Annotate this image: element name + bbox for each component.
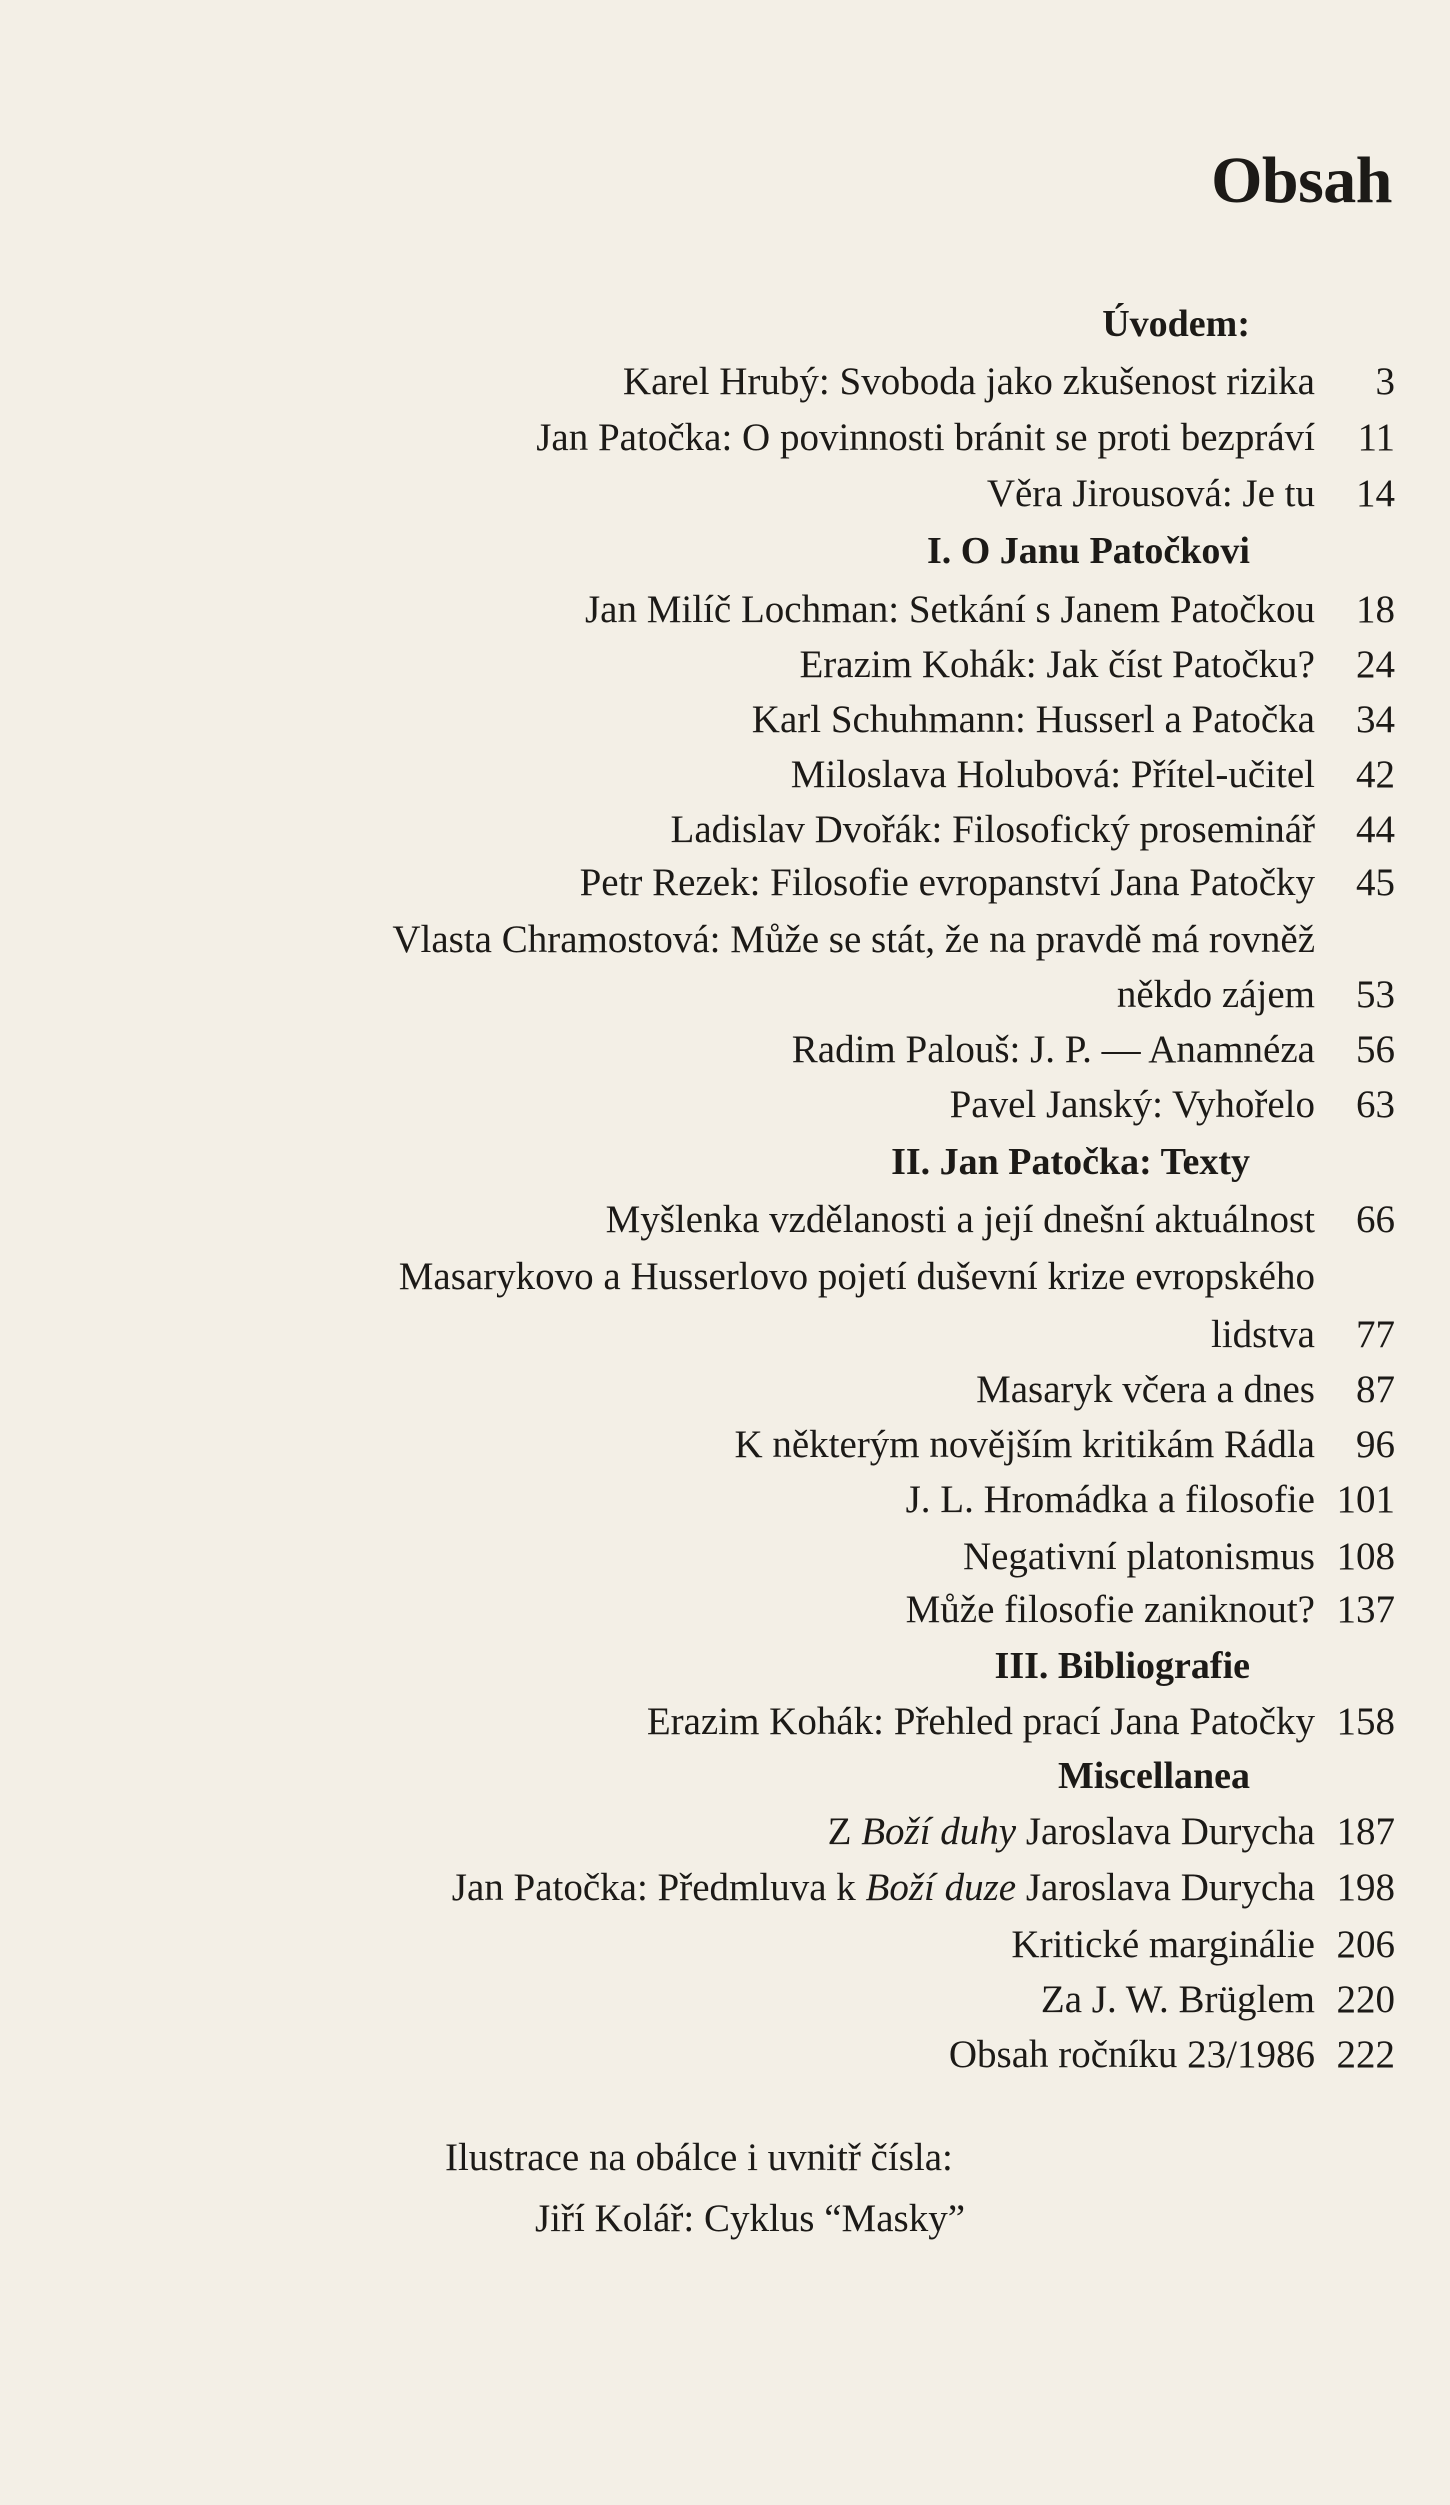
toc-entry-page: 96 bbox=[1356, 1423, 1395, 1466]
toc-entry-title: Za J. W. Brüglem bbox=[1040, 1978, 1315, 2021]
toc-entry-page: 11 bbox=[1357, 416, 1395, 459]
toc-entry-page: 24 bbox=[1356, 643, 1395, 686]
toc-entry bbox=[60, 645, 1395, 684]
toc-entry-title-italic: Boží duze bbox=[865, 1866, 1017, 1909]
toc-entry bbox=[60, 1257, 1395, 1296]
toc-entry-title: Jan Milíč Lochman: Setkání s Janem Patočkou bbox=[584, 588, 1315, 631]
toc-entry-title: někdo zájem bbox=[1116, 973, 1315, 1016]
toc-entry-page: 56 bbox=[1356, 1028, 1395, 1071]
toc-entry-page: 101 bbox=[1336, 1478, 1395, 1521]
toc-entry bbox=[60, 1702, 1395, 1741]
section-heading bbox=[60, 1757, 1395, 1795]
section-heading-text: Miscellanea bbox=[1057, 1755, 1250, 1797]
toc-entry bbox=[60, 755, 1395, 794]
toc-entry-title-pre: Jan Patočka: Předmluva k bbox=[451, 1866, 866, 1909]
toc-entry-title: Jan Patočka: O povinnosti bránit se proti bezpráví bbox=[536, 416, 1315, 459]
toc-entry-page: 45 bbox=[1356, 861, 1395, 904]
toc-entry-title: Myšlenka vzdělanosti a její dnešní aktuálnost bbox=[605, 1198, 1315, 1241]
toc-entry-title: Obsah ročníku 23/1986 bbox=[948, 2033, 1315, 2076]
toc-entry bbox=[60, 863, 1395, 902]
toc-entry-page: 18 bbox=[1356, 588, 1395, 631]
toc-entry-title: Erazim Kohák: Přehled prací Jana Patočky bbox=[646, 1700, 1315, 1743]
toc-entry-title: Negativní platonismus bbox=[962, 1535, 1315, 1578]
section-heading bbox=[60, 1647, 1395, 1685]
toc-entry-title: Miloslava Holubová: Přítel-učitel bbox=[790, 753, 1315, 796]
toc-entry bbox=[60, 418, 1395, 457]
toc-entry-page: 3 bbox=[1375, 360, 1395, 403]
toc-entry bbox=[60, 1085, 1395, 1124]
toc-entry bbox=[60, 2035, 1395, 2074]
section-heading bbox=[60, 1143, 1395, 1181]
section-heading-text: III. Bibliografie bbox=[994, 1645, 1250, 1687]
toc-entry-page: 34 bbox=[1356, 698, 1395, 741]
toc-entry bbox=[60, 1030, 1395, 1069]
toc-entry-page: 198 bbox=[1336, 1866, 1395, 1909]
toc-entry-page: 53 bbox=[1356, 973, 1395, 1016]
section-heading-text: I. O Janu Patočkovi bbox=[926, 530, 1250, 572]
toc-entry-title bbox=[452, 1868, 1315, 1907]
page-title: Obsah bbox=[1211, 144, 1392, 217]
toc-entry-title: Ladislav Dvořák: Filosofický proseminář bbox=[670, 808, 1315, 851]
toc-entry-title: Může filosofie zaniknout? bbox=[905, 1588, 1315, 1631]
toc-entry-title: Věra Jirousová: Je tu bbox=[986, 472, 1315, 515]
toc-entry bbox=[60, 362, 1395, 401]
toc-entry-page: 87 bbox=[1356, 1368, 1395, 1411]
toc-entry-title: K některým novějším kritikám Rádla bbox=[734, 1423, 1315, 1466]
toc-entry-page: 108 bbox=[1336, 1535, 1395, 1578]
toc-entry bbox=[60, 920, 1395, 959]
section-heading-text: Úvodem: bbox=[1102, 303, 1250, 345]
toc-entry-title-post: Jaroslava Durycha bbox=[1016, 1866, 1315, 1909]
toc-entry-title bbox=[828, 1812, 1315, 1851]
toc-entry-title: J. L. Hromádka a filosofie bbox=[905, 1478, 1315, 1521]
toc-entry bbox=[60, 1480, 1395, 1519]
toc-entry-title: Kritické marginálie bbox=[1011, 1923, 1315, 1966]
toc-entry bbox=[60, 590, 1395, 629]
toc-entry-page: 158 bbox=[1336, 1700, 1395, 1743]
toc-entry bbox=[60, 810, 1395, 849]
toc-entry bbox=[60, 1425, 1395, 1464]
toc-entry-title: Karl Schuhmann: Husserl a Patočka bbox=[751, 698, 1315, 741]
toc-entry-title: Erazim Kohák: Jak číst Patočku? bbox=[799, 643, 1315, 686]
illustration-credit bbox=[0, 2138, 1450, 2238]
toc-entry-title-post: Jaroslava Durycha bbox=[1016, 1810, 1315, 1853]
toc-entry-title: Masarykovo a Husserlovo pojetí duševní krize evropského bbox=[398, 1255, 1315, 1298]
illustration-line-2: Jiří Kolář: Cyklus “Masky” bbox=[534, 2197, 966, 2240]
toc-entry-title: Masaryk včera a dnes bbox=[976, 1368, 1315, 1411]
toc-entry bbox=[60, 700, 1395, 739]
toc-entry-title-italic: Boží duhy bbox=[861, 1810, 1017, 1853]
toc-entry-page: 222 bbox=[1336, 2033, 1395, 2076]
toc-entry-title: lidstva bbox=[1211, 1313, 1315, 1356]
toc-entry-page: 66 bbox=[1356, 1198, 1395, 1241]
toc-entry-title: Pavel Janský: Vyhořelo bbox=[949, 1083, 1315, 1126]
toc-entry-page: 14 bbox=[1356, 472, 1395, 515]
toc-entry-page: 206 bbox=[1336, 1923, 1395, 1966]
toc-entry-title: Petr Rezek: Filosofie evropanství Jana Patočky bbox=[579, 861, 1315, 904]
toc-entry bbox=[60, 1980, 1395, 2019]
section-heading bbox=[60, 305, 1395, 343]
toc-entry bbox=[60, 1200, 1395, 1239]
toc-entry bbox=[60, 1590, 1395, 1629]
toc-entry bbox=[60, 1370, 1395, 1409]
toc-entry-page: 77 bbox=[1356, 1313, 1395, 1356]
section-heading bbox=[60, 532, 1395, 570]
toc-entry-page: 187 bbox=[1336, 1810, 1395, 1853]
toc-entry bbox=[60, 1315, 1395, 1354]
toc-entry-page: 44 bbox=[1356, 808, 1395, 851]
toc-entry bbox=[60, 1812, 1395, 1851]
toc-entry-page: 220 bbox=[1336, 1978, 1395, 2021]
toc-entry-page: 42 bbox=[1356, 753, 1395, 796]
toc-entry-title: Vlasta Chramostová: Může se stát, že na pravdě má rovněž bbox=[392, 918, 1315, 961]
toc-entry-page: 137 bbox=[1336, 1588, 1395, 1631]
toc-entry-title: Radim Palouš: J. P. — Anamnéza bbox=[791, 1028, 1315, 1071]
illustration-line-1: Ilustrace na obálce i uvnitř čísla: bbox=[444, 2136, 953, 2179]
toc-entry bbox=[60, 1868, 1395, 1907]
toc-entry bbox=[60, 474, 1395, 513]
toc-entry bbox=[60, 1537, 1395, 1576]
toc-entry-title-pre: Z bbox=[827, 1810, 862, 1853]
toc-entry bbox=[60, 1925, 1395, 1964]
section-heading-text: II. Jan Patočka: Texty bbox=[891, 1141, 1250, 1183]
toc-entry-page: 63 bbox=[1356, 1083, 1395, 1126]
toc-entry-title: Karel Hrubý: Svoboda jako zkušenost rizika bbox=[622, 360, 1315, 403]
toc-entry bbox=[60, 975, 1395, 1014]
